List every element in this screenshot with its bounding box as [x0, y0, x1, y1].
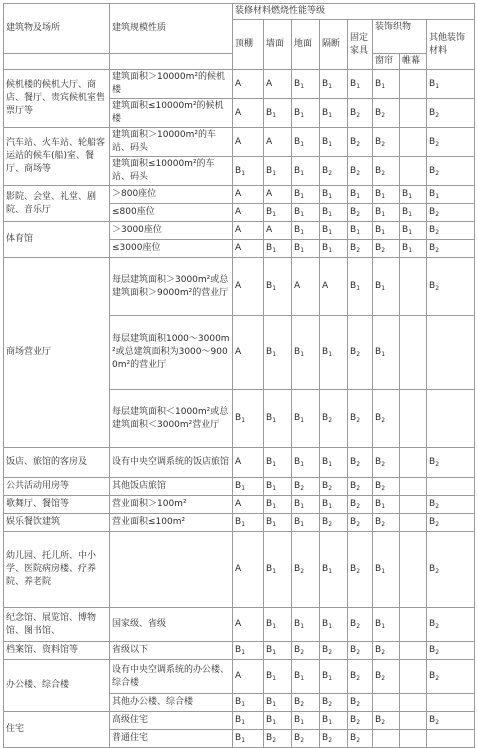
grade-cell: $B_2$ — [427, 496, 475, 514]
grade-cell: $B_1$ — [292, 496, 320, 514]
grade-cell: $B_2$ — [373, 128, 400, 157]
grade-cell: $B_1$ — [264, 204, 292, 222]
grade-cell: $B_2$ — [373, 660, 400, 694]
grade-cell: $B_1$ — [400, 186, 427, 204]
header-drape: 帷幕 — [400, 54, 427, 70]
grade-cell: $B_2$ — [427, 128, 475, 157]
grade-cell: $B_1$ — [292, 316, 320, 390]
grade-cell: $B_1$ — [427, 70, 475, 99]
place-cell: 纪念馆、展览馆、博物馆、图书馆、 — [4, 608, 110, 642]
header-furniture: 固定家具 — [348, 20, 373, 70]
grade-cell: $B_1$ — [264, 514, 292, 532]
table-row — [4, 660, 475, 694]
header-curtain: 窗帘 — [373, 54, 400, 70]
grade-cell: $B_1$ — [320, 532, 348, 608]
table-row — [4, 258, 475, 316]
grade-cell: $B_1$ — [264, 608, 292, 642]
table-row — [4, 128, 475, 157]
grade-cell: $B_1$ — [264, 258, 292, 316]
table-row — [4, 478, 475, 496]
scale-cell: 设有中央空调系统的办公楼、综合楼 — [110, 660, 233, 694]
scale-cell: 建筑面积＞10000m²的车站、码头 — [110, 128, 233, 157]
grade-cell: $B_2$ — [427, 258, 475, 316]
grade-cell: $B_2$ — [373, 157, 400, 186]
grade-cell: $B_2$ — [427, 204, 475, 222]
grade-cell: $B_2$ — [348, 204, 373, 222]
grade-cell: $B_1$ — [292, 157, 320, 186]
scale-cell: 建筑面积≤10000m²的候机楼 — [110, 99, 233, 128]
grade-cell: $B_2$ — [373, 99, 400, 128]
place-cell: 商场营业厅 — [4, 258, 110, 448]
grade-cell: $B_1$ — [264, 478, 292, 496]
grade-cell: $B_1$ — [373, 316, 400, 390]
grade-cell: $B_1$ — [320, 128, 348, 157]
table-row — [4, 186, 475, 204]
grade-cell: $B_2$ — [292, 694, 320, 712]
header-fabric: 装饰织物 — [373, 20, 427, 54]
grade-cell: $B_1$ — [400, 240, 427, 258]
grade-cell: A — [292, 258, 320, 316]
grade-cell: $B_1$ — [427, 186, 475, 204]
scale-cell: ＞3000座位 — [110, 222, 233, 240]
grade-cell: $B_2$ — [320, 157, 348, 186]
header-wall: 墙面 — [264, 20, 292, 70]
grade-cell — [400, 514, 427, 532]
grade-cell: $B_1$ — [320, 222, 348, 240]
table-row — [4, 514, 475, 532]
table-row — [4, 222, 475, 240]
grade-cell: $B_1$ — [264, 157, 292, 186]
grade-cell: $B_2$ — [427, 660, 475, 694]
grade-cell: $B_2$ — [427, 608, 475, 642]
grade-cell: $B_1$ — [348, 70, 373, 99]
header-partition: 隔断 — [320, 20, 348, 70]
grade-cell: $B_1$ — [292, 240, 320, 258]
grade-cell: $B_1$ — [292, 712, 320, 730]
grade-cell: $B_2$ — [348, 608, 373, 642]
scale-cell: ≤800座位 — [110, 204, 233, 222]
table-row — [4, 448, 475, 478]
grade-cell: A — [233, 660, 264, 694]
grade-cell: $B_1$ — [320, 448, 348, 478]
grade-cell — [427, 730, 475, 748]
grade-cell: $B_1$ — [373, 532, 400, 608]
grade-cell: $B_1$ — [373, 70, 400, 99]
place-cell: 档案馆、资料馆等 — [4, 642, 110, 660]
grade-cell: $B_2$ — [292, 730, 320, 748]
grade-cell: $B_1$ — [373, 608, 400, 642]
grade-cell — [400, 448, 427, 478]
grade-cell: $B_1$ — [292, 390, 320, 448]
grade-cell: $B_1$ — [233, 157, 264, 186]
grade-cell: $B_2$ — [373, 478, 400, 496]
grade-cell: $B_1$ — [264, 532, 292, 608]
place-cell: 歌舞厅、餐馆等 — [4, 496, 110, 514]
scale-cell: 高级住宅 — [110, 712, 233, 730]
scale-cell: 每层建筑面积＜1000m²或总建筑面积＜3000m²营业厅 — [110, 390, 233, 448]
grade-cell: $B_2$ — [348, 694, 373, 712]
grade-cell: $B_2$ — [320, 514, 348, 532]
table-body — [4, 70, 475, 748]
place-cell: 公共活动用房等 — [4, 478, 110, 496]
grade-cell: $B_2$ — [348, 448, 373, 478]
grade-cell: $B_2$ — [427, 240, 475, 258]
grade-cell — [400, 316, 427, 390]
grade-cell — [400, 70, 427, 99]
grade-cell: $B_1$ — [292, 514, 320, 532]
place-cell: 办公楼、综合楼 — [4, 660, 110, 712]
grade-cell: $B_1$ — [373, 258, 400, 316]
grade-cell — [400, 258, 427, 316]
scale-cell: 每层建筑面积＞3000m²或总建筑面积＞9000m²的营业厅 — [110, 258, 233, 316]
header-ceiling: 顶棚 — [233, 20, 264, 70]
grade-cell: A — [264, 222, 292, 240]
grade-cell: $B_1$ — [320, 660, 348, 694]
place-cell: 候机楼的候机大厅、商店、餐厅、贵宾候机室售票厅等 — [4, 70, 110, 128]
table-row — [4, 608, 475, 642]
grade-cell — [373, 730, 400, 748]
grade-cell: $B_1$ — [400, 204, 427, 222]
grade-cell: $B_1$ — [233, 514, 264, 532]
grade-cell: $B_2$ — [348, 712, 373, 730]
grade-cell: $B_2$ — [320, 694, 348, 712]
grade-cell: $B_1$ — [348, 186, 373, 204]
grade-cell: A — [233, 70, 264, 99]
grade-cell: A — [233, 496, 264, 514]
grade-cell — [400, 496, 427, 514]
grade-cell: $B_2$ — [292, 642, 320, 660]
grade-cell: $B_1$ — [320, 712, 348, 730]
grade-cell: $B_1$ — [264, 316, 292, 390]
grade-cell — [400, 157, 427, 186]
grade-cell: $B_1$ — [292, 99, 320, 128]
grade-cell: A — [264, 70, 292, 99]
grade-cell: $B_1$ — [320, 204, 348, 222]
grade-cell: $B_2$ — [373, 712, 400, 730]
place-cell: 汽车站、火车站、轮船客运站的候车(船)室、餐厅、商场等 — [4, 128, 110, 186]
grade-cell — [400, 730, 427, 748]
grade-cell: $B_1$ — [292, 128, 320, 157]
scale-cell: ≤3000座位 — [110, 240, 233, 258]
grade-cell: A — [233, 608, 264, 642]
grade-cell: $B_2$ — [348, 157, 373, 186]
grade-cell: $B_1$ — [292, 660, 320, 694]
table-row — [4, 496, 475, 514]
grade-cell: $B_1$ — [292, 204, 320, 222]
grade-cell: $B_2$ — [427, 448, 475, 478]
grade-cell: $B_1$ — [233, 478, 264, 496]
grade-cell: $B_2$ — [427, 514, 475, 532]
grade-cell: A — [233, 316, 264, 390]
grade-cell: $B_2$ — [373, 240, 400, 258]
grade-cell: A — [233, 222, 264, 240]
grade-cell: $B_2$ — [348, 240, 373, 258]
grade-cell: A — [233, 258, 264, 316]
grade-cell: $B_1$ — [264, 712, 292, 730]
place-cell: 住宅 — [4, 712, 110, 748]
grade-cell: $B_1$ — [264, 642, 292, 660]
grade-cell: $B_1$ — [264, 496, 292, 514]
grade-cell: $B_2$ — [348, 514, 373, 532]
grade-cell: A — [233, 204, 264, 222]
place-cell: 影院、会堂、礼堂、剧院、音乐厅 — [4, 186, 110, 222]
scale-cell: 省级以下 — [110, 642, 233, 660]
grade-cell: $B_2$ — [348, 730, 373, 748]
header-floor: 地面 — [292, 20, 320, 70]
grade-cell: $B_1$ — [348, 222, 373, 240]
grade-cell: $B_2$ — [427, 532, 475, 608]
grade-cell: $B_1$ — [320, 186, 348, 204]
grade-cell: $B_2$ — [348, 532, 373, 608]
scale-cell: 普通住宅 — [110, 730, 233, 748]
grade-cell: $B_2$ — [264, 730, 292, 748]
place-cell: 体育馆 — [4, 222, 110, 258]
grade-cell — [400, 99, 427, 128]
grade-cell: $B_2$ — [348, 128, 373, 157]
grade-cell: $B_1$ — [233, 390, 264, 448]
grade-cell — [400, 128, 427, 157]
grade-cell: $B_2$ — [348, 660, 373, 694]
grade-cell: $B_1$ — [400, 222, 427, 240]
scale-cell: 建筑面积≤10000m²的车站、码头 — [110, 157, 233, 186]
grade-cell: $B_2$ — [348, 642, 373, 660]
grade-cell — [400, 608, 427, 642]
grade-cell: $B_2$ — [427, 99, 475, 128]
table-row — [4, 532, 475, 608]
grade-cell: $B_2$ — [292, 478, 320, 496]
grade-cell: $B_1$ — [233, 642, 264, 660]
grade-cell: $B_1$ — [264, 448, 292, 478]
grade-cell: $B_1$ — [292, 222, 320, 240]
grade-cell: $B_2$ — [348, 99, 373, 128]
grade-cell — [400, 712, 427, 730]
grade-cell: $B_2$ — [427, 642, 475, 660]
grade-cell: $B_1$ — [292, 70, 320, 99]
grade-cell: $B_2$ — [320, 390, 348, 448]
grade-cell: A — [233, 240, 264, 258]
grade-cell: $B_2$ — [320, 642, 348, 660]
grade-cell: A — [264, 128, 292, 157]
grade-cell: $B_2$ — [373, 390, 400, 448]
grade-cell: $B_2$ — [348, 390, 373, 448]
table-row — [4, 642, 475, 660]
header-scale: 建筑规模性质 — [110, 4, 233, 54]
header-place: 建筑物及场所 — [4, 4, 110, 54]
grade-cell — [400, 694, 427, 712]
grade-cell — [400, 390, 427, 448]
grade-cell: $B_2$ — [348, 496, 373, 514]
table-row — [4, 712, 475, 730]
fire-rating-table — [3, 3, 475, 748]
grade-cell: $B_1$ — [320, 99, 348, 128]
scale-cell: 营业面积＞100m² — [110, 496, 233, 514]
grade-cell: $B_2$ — [427, 712, 475, 730]
scale-cell: 每层建筑面积1000～3000m²或总建筑面积为3000～9000m²的营业厅 — [110, 316, 233, 390]
grade-cell: $B_1$ — [233, 730, 264, 748]
grade-cell: A — [264, 186, 292, 204]
grade-cell: A — [233, 448, 264, 478]
grade-cell — [400, 478, 427, 496]
grade-cell: $B_1$ — [320, 70, 348, 99]
scale-cell: 建筑面积＞10000m²的候机楼 — [110, 70, 233, 99]
scale-cell: 其他饭店旅馆 — [110, 478, 233, 496]
header-other: 其他装饰材料 — [427, 20, 475, 70]
grade-cell: $B_1$ — [264, 240, 292, 258]
scale-cell — [110, 532, 233, 608]
grade-cell: $B_1$ — [233, 694, 264, 712]
place-cell: 娱乐餐饮建筑 — [4, 514, 110, 532]
scale-cell: 其他办公楼、综合楼 — [110, 694, 233, 712]
grade-cell — [400, 642, 427, 660]
grade-cell: $B_1$ — [233, 712, 264, 730]
grade-cell: $B_2$ — [320, 730, 348, 748]
grade-cell: $B_1$ — [292, 186, 320, 204]
grade-cell: A — [233, 128, 264, 157]
scale-cell: 营业面积≤100m² — [110, 514, 233, 532]
grade-cell: $B_1$ — [373, 496, 400, 514]
grade-cell — [373, 694, 400, 712]
grade-cell: $B_1$ — [292, 608, 320, 642]
grade-cell: $B_1$ — [320, 316, 348, 390]
grade-cell — [427, 694, 475, 712]
grade-cell: $B_1$ — [373, 186, 400, 204]
grade-cell: $B_1$ — [264, 694, 292, 712]
place-cell: 幼儿园、托儿所、中小学、医院病房楼、疗养院、养老院 — [4, 532, 110, 608]
grade-cell: $B_2$ — [373, 514, 400, 532]
grade-cell: $B_1$ — [373, 204, 400, 222]
grade-cell: $B_1$ — [320, 608, 348, 642]
grade-cell — [400, 660, 427, 694]
grade-cell: $B_1$ — [320, 240, 348, 258]
grade-cell — [427, 478, 475, 496]
grade-cell: $B_2$ — [348, 316, 373, 390]
grade-cell — [400, 532, 427, 608]
table-row — [4, 70, 475, 99]
grade-cell: $B_2$ — [427, 157, 475, 186]
grade-cell: $B_2$ — [320, 478, 348, 496]
grade-cell: $B_2$ — [373, 642, 400, 660]
grade-cell: $B_1$ — [320, 496, 348, 514]
grade-cell: $B_1$ — [264, 390, 292, 448]
scale-cell: 设有中央空调系统的饭店旅馆 — [110, 448, 233, 478]
grade-cell: $B_1$ — [264, 660, 292, 694]
header-row-1 — [4, 4, 475, 20]
scale-cell: ＞800座位 — [110, 186, 233, 204]
grade-cell: $B_2$ — [292, 532, 320, 608]
grade-cell: $B_1$ — [264, 99, 292, 128]
grade-cell: A — [233, 186, 264, 204]
scale-cell: 国家级、省级 — [110, 608, 233, 642]
header-rating-group: 装修材料燃烧性能等级 — [233, 4, 475, 20]
place-cell: 饭店、旅馆的客房及 — [4, 448, 110, 478]
grade-cell — [427, 390, 475, 448]
grade-cell: A — [233, 99, 264, 128]
grade-cell: $B_1$ — [348, 258, 373, 316]
grade-cell: $B_2$ — [427, 222, 475, 240]
grade-cell: A — [320, 258, 348, 316]
grade-cell: $B_2$ — [373, 448, 400, 478]
grade-cell — [427, 316, 475, 390]
grade-cell: $B_2$ — [348, 478, 373, 496]
grade-cell: A — [233, 532, 264, 608]
grade-cell: $B_1$ — [292, 448, 320, 478]
grade-cell: $B_1$ — [373, 222, 400, 240]
